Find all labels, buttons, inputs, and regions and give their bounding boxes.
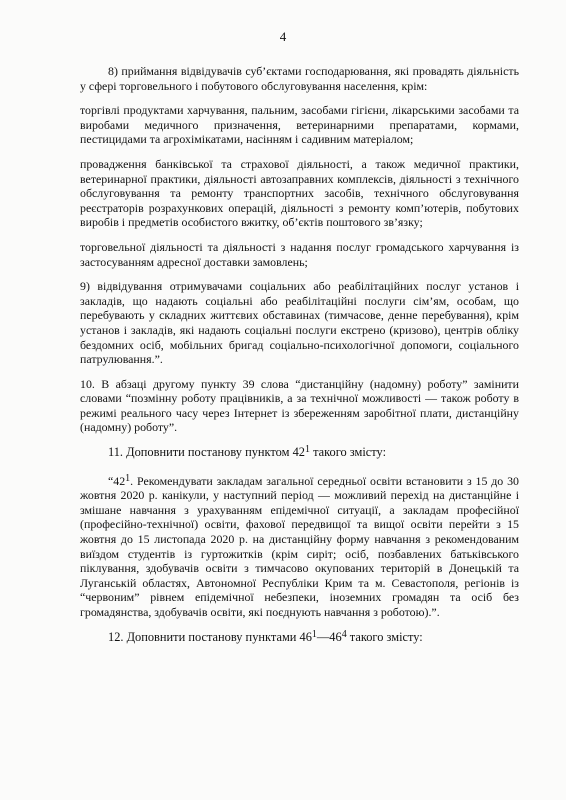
paragraph-11 [80,445,519,460]
paragraph-8-services: провадження банківської та страхової діяльності, а також медичної практики, ветеринарної практики, діяльності автозаправних комплексів, діяльності з технічного обслуговування та ремонту транспортних засобів, технічного обслуговування реєстраторів розрахункових операцій, діяльності з ремонту комп’ютерів, побутових виробів і предметів особистого вжитку, об’єктів поштового зв’язку; [80,156,519,230]
paragraph-8-intro: 8) приймання відвідувачів суб’єктами господарювання, які провадять діяльність у сфері торговельного і побутового обслуговування населення, крім: [80,64,519,93]
document-body [80,64,519,654]
paragraph-8-catering: торговельної діяльності та діяльності з надання послуг громадського харчування із застосуванням адресної доставки замовлень; [80,239,519,269]
paragraph-11-text: 11. Доповнити постанову пунктом 42 [108,445,305,460]
page-number: 4 [279,29,287,44]
paragraph-12-dash: —46 [316,629,342,644]
paragraph-42-1-superscript: 1 [125,472,131,484]
paragraph-42-1 [80,474,519,620]
paragraph-8-trade: торгівлі продуктами харчування, пальним, засобами гігієни, лікарськими засобами та виробами медичного призначення, ветеринарними препаратами, кормами, пестицидами та агрохімікатами, насінням і садивним матеріалом; [80,103,519,147]
paragraph-12-superscript-4: 4 [341,628,347,640]
paragraph-11-tail: такого змісту: [309,445,387,460]
paragraph-9: 9) відвідування отримувачами соціальних або реабілітаційних послуг установ і закладів, що надають соціальні або реабілітаційні послуги сім’ям, особам, що перебувають у складних життєвих обставинах (тимчасове, денне перебування), крім установ і закладів, які надають соціальні послуги екстрено (кризово), центрів обліку бездомних осіб, мобільних бригад соціально-психологічної допомоги, соціального патрулювання.”. [80,279,519,367]
paragraph-12 [80,630,519,645]
paragraph-42-1-open: “42 [108,473,126,488]
paragraph-12-superscript-1: 1 [311,628,317,640]
paragraph-12-text: 12. Доповнити постанову пунктами 46 [108,629,312,644]
paragraph-10: 10. В абзаці другому пункту 39 слова “дистанційну (надомну) роботу” замінити словами “позмінну роботу працівників, а за технічної можливості — також роботу в режимі реального часу через Інтернет із збереженням заробітної плати, дистанційну (надомну) роботу”. [80,376,519,435]
paragraph-11-superscript: 1 [304,444,310,456]
paragraph-12-tail: такого змісту: [346,629,423,644]
paragraph-42-1-text: . Рекомендувати закладам загальної середньої освіти встановити з 15 до 30 жовтня 2020 р. канікули, у наступний період — можливий перехід на дистанційне і змішане навчання з урахуванням епідемічної ситуації, а закладам професійної (професійно-технічної) освіти, фахової передвищої та вищої освіти перейти з 15 жовтня до 15 листопада 2020 р. на дистанційну форму навчання з рекомендованим виїздом студентів із гуртожитків (крім сиріт; осіб, позбавлених батьківського піклування, здобувачів освіти з тимчасово окупованих територій в Донецькій та Луганській областях, Автономної Республіки Крим та м. Севастополя, регіонів із “червоним” рівнем епідемічної небезпеки, іноземних громадян та осіб без громадянства, здобувачів освіти, які поєднують навчання з роботою).”. [80,473,519,619]
